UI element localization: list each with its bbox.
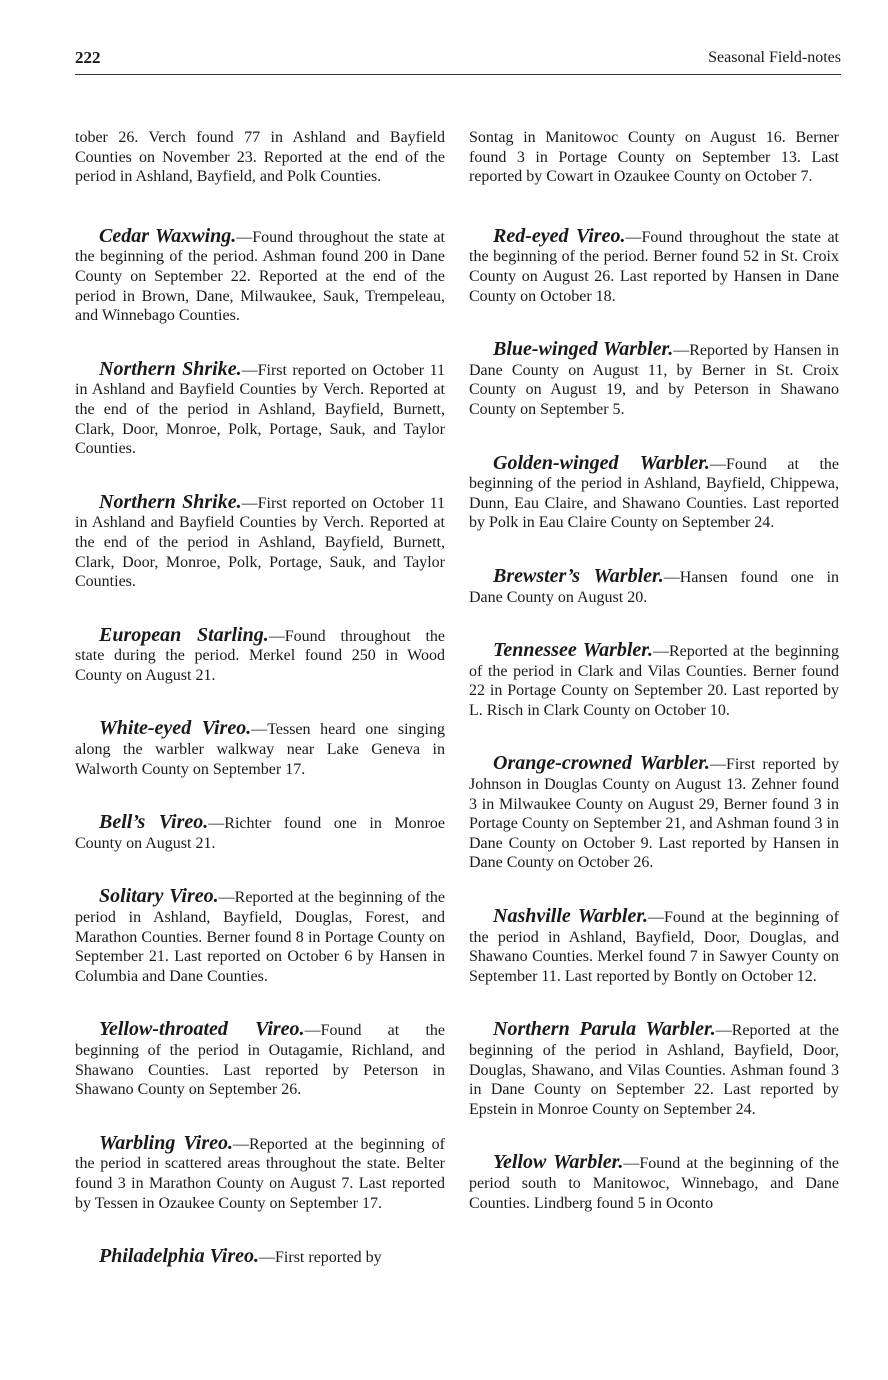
species-text: —Reported at the beginning of the period in Ashland, Bayfield, Douglas, Forest, and Marathon Counties. Berner found 8 in Portage County on September 21. Last reported on October 6 by Hansen in Columbia and Dane Counties. [75,889,446,985]
species-entry [75,1245,445,1268]
species-text: —Reported at the beginning of the period in scattered areas throughout the state. Belter found 3 in Marathon County on August 7. Last reported by Tessen in Ozaukee County on September 17. [75,1135,446,1212]
species-name: Yellow Warbler. [493,1151,624,1174]
species-text: —Richter found one in Monroe County on August 21. [75,815,446,852]
species-text: —Found at the beginning of the period in Ashland, Bayfield, Chippewa, Dunn, Eau Claire, and Shawano Counties. Last reported by Polk in Eau Claire County on September 24. [469,455,840,532]
species-name: European Starling. [99,623,269,646]
species-name: Blue-winged Warbler. [493,338,674,361]
species-entry [469,1018,839,1119]
species-name: Cedar Waxwing. [99,224,237,247]
species-entry [469,752,839,873]
species-entry [469,452,839,533]
species-entry [469,225,839,306]
page-number: 222 [75,48,101,67]
species-text: —Found at the beginning of the period in Ashland, Bayfield, Door, Douglas, and Shawano Counties. Merkel found 7 in Sawyer County on September 11. Last reported by Bontly on October 12. [469,909,840,985]
species-name: Northern Shrike. [99,490,242,513]
right-column [469,128,839,1245]
species-entry [75,624,445,686]
species-text: —First reported on October 11 in Ashland and Bayfield Counties by Verch. Reported at the end of the period in Ashland, Bayfield, Burnett, Clark, Door, Monroe, Polk, Portage, Sauk, and Taylor Counties. [75,361,445,458]
species-text: —First reported by Johnson in Douglas County on August 13. Zehner found 3 in Milwaukee County on August 29, Berner found 3 in Portage County on September 21, and Ashman found 3 in Dane County on October 9. Last reported by Hansen in Dane County on October 26. [469,756,839,872]
species-text: —First reported on October 11 in Ashland and Bayfield Counties by Verch. Reported at the end of the period in Ashland, Bayfield, Burnett, Clark, Door, Monroe, Polk, Portage, Sauk, and Taylor Counties. [75,494,445,591]
species-entry [469,565,839,607]
species-entry [75,491,445,592]
species-name: Yellow-throated Vireo. [99,1018,305,1041]
species-entry [75,1018,445,1099]
species-entry [75,358,445,459]
species-name: Brewster’s Warbler. [493,564,664,587]
species-name: Bell’s Vireo. [99,811,209,834]
species-entry [469,338,839,419]
species-text: —Tessen heard one singing along the warbler walkway near Lake Geneva in Walworth County on September 17. [75,721,446,778]
species-entry [469,1151,839,1213]
running-title: Seasonal Field-notes [708,49,841,66]
species-text: —Found at the beginning of the period in Outagamie, Richland, and Shawano Counties. Last reported by Peterson in Shawano County on September 26. [75,1022,445,1099]
species-entry [469,639,839,720]
species-name: Orange-crowned Warbler. [493,752,710,775]
species-text: —Hansen found one in Dane County on August 20. [469,568,840,606]
species-text: —Found at the beginning of the period south to Manitowoc, Winnebago, and Dane Counties. Lindberg found 5 in Oconto [469,1155,839,1212]
species-name: White-eyed Vireo. [99,717,252,740]
species-name: Red-eyed Vireo. [493,224,626,247]
species-text: —Reported at the beginning of the period in Clark and Vilas Counties. Berner found 22 in Portage County on September 20. Last reported by L. Risch in Clark County on October 10. [469,643,839,719]
species-entry [75,225,445,326]
species-text: —First reported by [259,1249,382,1267]
continuation-text: tober 26. Verch found 77 in Ashland and Bayfield Counties on November 23. Reported at the end of the period in Ashland, Bayfield, and Polk Counties. [75,129,445,186]
species-name: Warbling Vireo. [99,1131,234,1154]
species-name: Tennessee Warbler. [493,639,653,662]
species-name: Solitary Vireo. [99,885,219,908]
species-text: —Found throughout the state during the period. Merkel found 250 in Wood County on August 21. [75,627,445,684]
species-entry [75,811,445,853]
species-name: Philadelphia Vireo. [99,1245,260,1268]
species-name: Nashville Warbler. [493,905,649,928]
species-text: —Reported at the beginning of the period in Ashland, Bayfield, Door, Douglas, Shawano, and Vilas Counties. Ashman found 3 in Dane County on September 22. Last reported by Epstein in Monroe County on September 24. [469,1022,839,1118]
species-entry [75,717,445,779]
species-text: —Found throughout the state at the beginning of the period. Berner found 52 in St. Croix County on August 26. Last reported by Hansen in Dane County on October 18. [469,228,839,305]
species-name: Northern Shrike. [99,357,242,380]
species-name: Golden-winged Warbler. [493,451,710,474]
species-entry [75,885,445,986]
species-text: —Reported by Hansen in Dane County on August 11, by Berner in St. Croix County on August 19, and by Peterson in Shawano County on September 5. [469,342,839,418]
species-entry [469,905,839,986]
species-name: Northern Parula Warbler. [493,1018,716,1041]
continuation-text: Sontag in Manitowoc County on August 16. Berner found 3 in Portage County on September 13. Last reported by Cowart in Ozaukee County on October 7. [469,129,839,186]
left-column [75,128,445,1300]
page-header [75,46,841,75]
species-entry [75,1132,445,1213]
species-text: —Found throughout the state at the beginning of the period. Ashman found 200 in Dane County on September 22. Reported at the end of the period in Brown, Dane, Milwaukee, Sauk, Trempeleau, and Winnebago Counties. [75,228,445,325]
